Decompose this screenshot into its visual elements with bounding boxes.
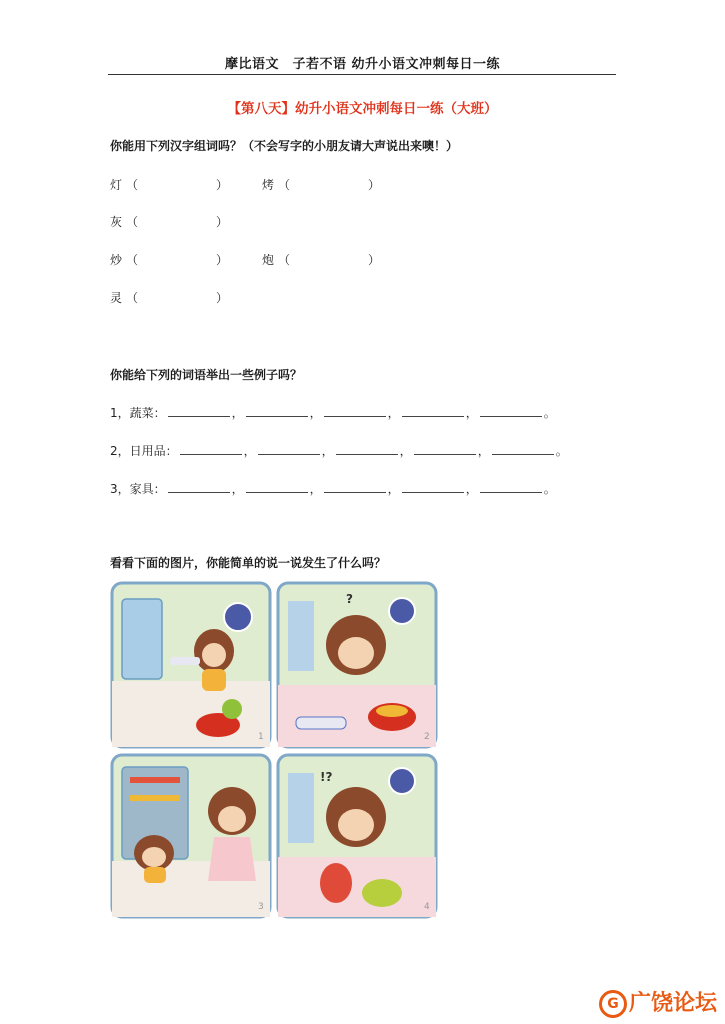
answer-blank[interactable] (402, 481, 464, 493)
end-mark: 。 (543, 406, 556, 420)
example-row (110, 404, 556, 421)
answer-blank[interactable] (414, 443, 476, 455)
question-3: 看看下面的图片，你能简单的说一说发生了什么吗？ (110, 556, 387, 570)
sep: ， (387, 406, 400, 420)
answer-blank[interactable] (480, 481, 542, 493)
answer-blank[interactable] (336, 443, 398, 455)
open-paren: （ (278, 178, 291, 192)
watermark-logo-icon: G (599, 990, 627, 1018)
panel-number-label: 2 (424, 732, 430, 742)
example-row (110, 480, 556, 497)
panel-number-label: 3 (258, 902, 264, 912)
watermark-text: 广饶论坛 (628, 991, 717, 1016)
panel-number-label: 4 (424, 902, 430, 912)
open-paren: （ (126, 215, 139, 229)
open-paren: （ (126, 178, 139, 192)
word-cell (110, 176, 260, 193)
sep: ， (399, 444, 412, 458)
answer-blank[interactable] (402, 405, 464, 417)
word-cell (110, 213, 260, 230)
answer-blank[interactable] (324, 481, 386, 493)
answer-blank[interactable] (246, 481, 308, 493)
close-paren: ） (216, 291, 229, 305)
header-rule (108, 74, 616, 75)
sep: ， (321, 444, 334, 458)
open-paren: （ (278, 253, 291, 267)
sep: ， (477, 444, 490, 458)
answer-blank[interactable] (480, 405, 542, 417)
word-cell (110, 289, 260, 306)
sep: ， (387, 482, 400, 496)
comic-panel-1 (112, 583, 270, 747)
row-label: 1，蔬菜： (110, 406, 166, 420)
sep: ， (309, 406, 322, 420)
character: 灰 (110, 215, 123, 229)
day-title: 【第八天】幼升小语文冲刺每日一练（大班） (227, 101, 498, 117)
comic-panel-4 (278, 755, 436, 917)
character: 炒 (110, 253, 123, 267)
page-header: 摩比语文 子若不语 幼升小语文冲刺每日一练 (224, 57, 501, 72)
close-paren: ） (216, 253, 229, 267)
question-2: 你能给下列的词语举出一些例子吗？ (110, 368, 303, 382)
close-paren: ） (368, 253, 381, 267)
character: 灯 (110, 178, 123, 192)
word-cell (262, 176, 412, 193)
comic-strip (110, 581, 438, 919)
row-label: 2，日用品： (110, 444, 178, 458)
row-label: 3，家具： (110, 482, 166, 496)
end-mark: 。 (543, 482, 556, 496)
question-marks-mark: ? (346, 592, 353, 606)
sep: ， (465, 406, 478, 420)
answer-blank[interactable] (180, 443, 242, 455)
close-paren: ） (216, 178, 229, 192)
open-paren: （ (126, 291, 139, 305)
sep: ， (231, 482, 244, 496)
sep: ， (231, 406, 244, 420)
character: 炮 (262, 253, 275, 267)
example-row (110, 442, 568, 459)
sep: ， (309, 482, 322, 496)
open-paren: （ (126, 253, 139, 267)
answer-blank[interactable] (492, 443, 554, 455)
site-watermark (599, 986, 717, 1018)
answer-blank[interactable] (168, 481, 230, 493)
word-cell (262, 251, 412, 268)
character: 灵 (110, 291, 123, 305)
close-paren: ） (368, 178, 381, 192)
question-1: 你能用下列汉字组词吗？（不会写字的小朋友请大声说出来噢！） (110, 139, 459, 153)
answer-blank[interactable] (168, 405, 230, 417)
sep: ， (243, 444, 256, 458)
answer-blank[interactable] (258, 443, 320, 455)
answer-blank[interactable] (246, 405, 308, 417)
close-paren: ） (216, 215, 229, 229)
end-mark: 。 (555, 444, 568, 458)
comic-panel-3 (112, 755, 270, 917)
comic-panel-2 (278, 583, 436, 747)
sep: ， (465, 482, 478, 496)
word-cell (110, 251, 260, 268)
answer-blank[interactable] (324, 405, 386, 417)
character: 烤 (262, 178, 275, 192)
exclaim-mark: !? (320, 770, 333, 784)
panel-number-label: 1 (258, 732, 264, 742)
